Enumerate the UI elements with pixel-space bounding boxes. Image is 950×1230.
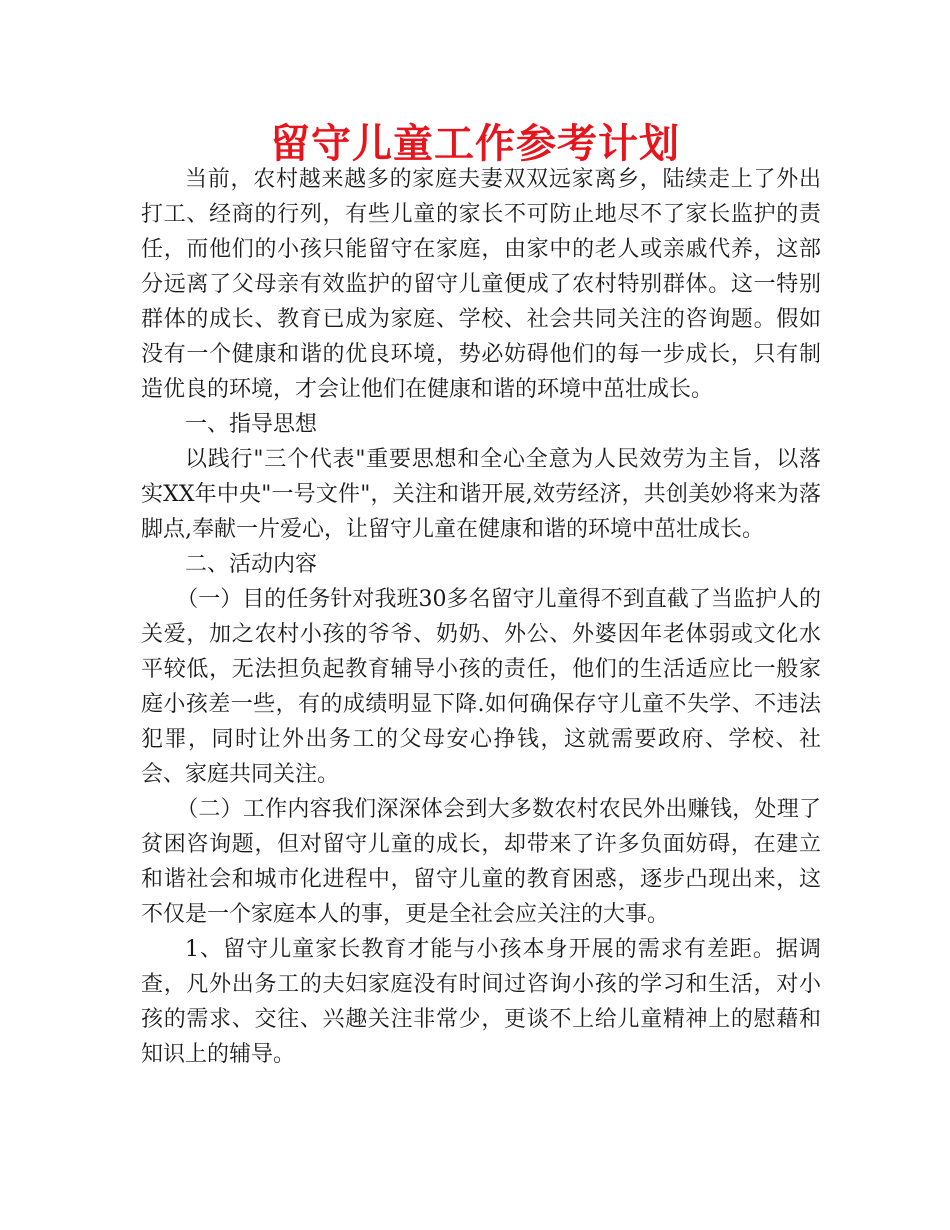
point-one-paragraph: 1、留守儿童家长教育才能与小孩本身开展的需求有差距。据调查，凡外出务工的夫妇家庭没有时间过咨询小孩的学习和生活，对小孩的需求、交往、兴趣关注非常少，更谈不上给儿童精神上的慰藉和知识上的辅导。 [141, 937, 821, 1067]
guiding-ideology-paragraph: 以践行"三个代表"重要思想和全心全意为人民效劳为主旨，以落实XX年中央"一号文件"，关注和谐开展,效劳经济，共创美妙将来为落脚点,奉献一片爱心，让留守儿童在健康和谐的环境中茁壮成长。 [141, 447, 821, 542]
section-heading-activity-content: 二、活动内容 [185, 552, 318, 577]
document-body [141, 162, 821, 1072]
document-title: 留守儿童工作参考计划 [270, 121, 680, 167]
intro-paragraph: 当前，农村越来越多的家庭夫妻双双远家离乡，陆续走上了外出打工、经商的行列，有些儿童的家长不可防止地尽不了家长监护的责任，而他们的小孩只能留守在家庭，由家中的老人或亲戚代养，这部分远离了父母亲有效监护的留守儿童便成了农村特别群体。这一特别群体的成长、教育已成为家庭、学校、社会共同关注的咨询题。假如没有一个健康和谐的优良环境，势必妨碍他们的每一步成长，只有制造优良的环境，才会让他们在健康和谐的环境中茁壮成长。 [141, 167, 821, 402]
objective-paragraph: （一）目的任务针对我班30多名留守儿童得不到直截了当监护人的关爱，加之农村小孩的爷爷、奶奶、外公、外婆因年老体弱或文化水平较低，无法担负起教育辅导小孩的责任，他们的生活适应比一般家庭小孩差一些，有的成绩明显下降.如何确保存守儿童不失学、不违法犯罪，同时让外出务工的父母安心挣钱，这就需要政府、学校、社会、家庭共同关注。 [141, 587, 821, 787]
section-heading-guiding-ideology: 一、指导思想 [185, 412, 318, 437]
work-content-paragraph: （二）工作内容我们深深体会到大多数农村农民外出赚钱，处理了贫困咨询题，但对留守儿童的成长，却带来了许多负面妨碍，在建立和谐社会和城市化进程中，留守儿童的教育困惑，逐步凸现出来，这不仅是一个家庭本人的事，更是全社会应关注的大事。 [141, 797, 821, 927]
